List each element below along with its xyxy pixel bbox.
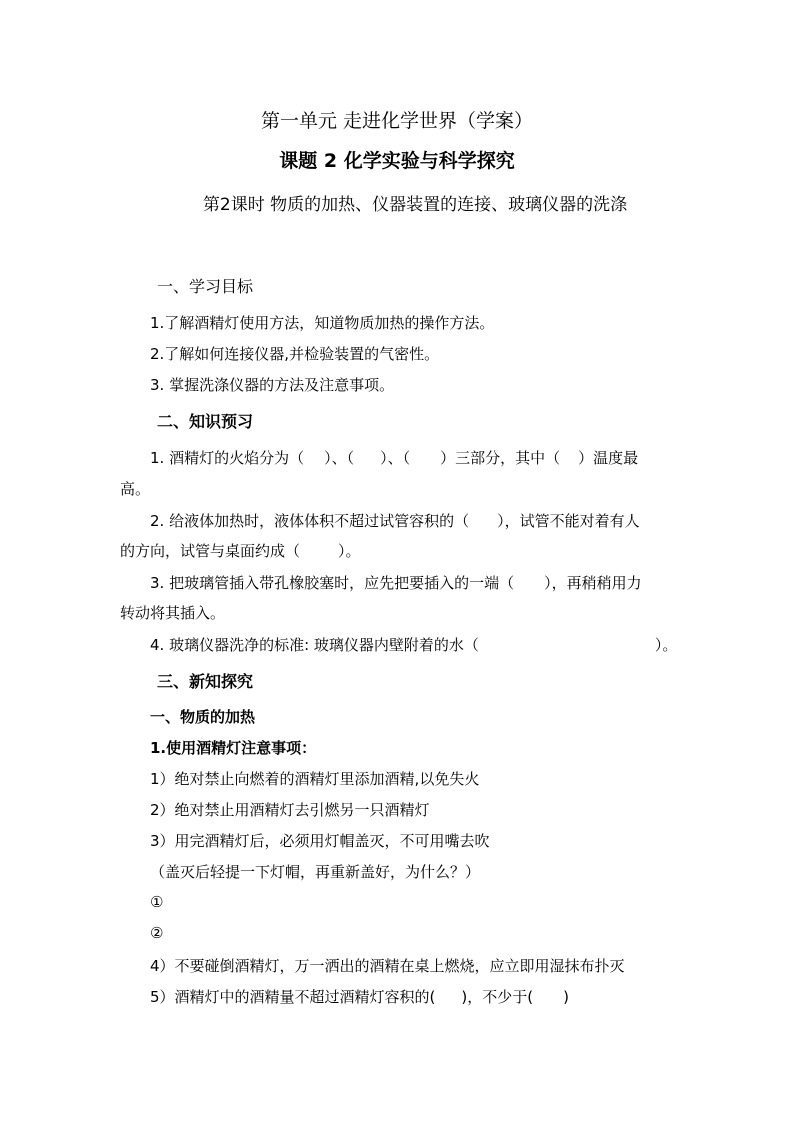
rule-item-1: 1）绝对禁止向燃着的酒精灯里添加酒精,以免失火 (150, 770, 480, 788)
rule-item-3-answer-2: ② (150, 924, 164, 942)
q1-part1: 1. 酒精灯的火焰分为（ (150, 449, 305, 467)
q2-part2: ），试管不能对着有人 (497, 512, 640, 530)
preview-question-3 (150, 572, 642, 593)
section2-heading: 二、知识预习 (157, 412, 254, 431)
lesson-title: 课题 2 化学实验与科学探究 (279, 150, 515, 172)
rule-item-3: 3）用完酒精灯后，必须用灯帽盖灭，不可用嘴去吹 (150, 832, 490, 850)
q4-part2: ）。 (654, 636, 678, 654)
preview-question-1-cont: 高。 (120, 480, 151, 498)
q2-cont-a: 的方向，试管与桌面约成（ (120, 542, 301, 560)
rule-item-5 (150, 986, 569, 1007)
q3-part2: ），再稍稍用力 (544, 574, 642, 592)
rule-item-3-note: （盖灭后轻提一下灯帽，再重新盖好，为什么？） (150, 863, 481, 881)
objective-item-3: 3. 掌握洗涤仪器的方法及注意事项。 (150, 376, 395, 394)
preview-question-2-cont (120, 540, 361, 561)
preview-question-3-cont: 转动将其插入。 (120, 604, 226, 622)
objective-item-2: 2.了解如何连接仪器,并检验装置的气密性。 (150, 345, 440, 363)
q1-part2: ）、（ (324, 449, 355, 467)
preview-question-2 (150, 510, 640, 531)
period-title: 第2课时 物质的加热、仪器装置的连接、玻璃仪器的洗涤 (202, 195, 628, 215)
preview-question-4 (150, 634, 677, 655)
q2-cont-b: ）。 (338, 542, 361, 560)
objective-item-1: 1.了解酒精灯使用方法，知道物质加热的操作方法。 (150, 314, 495, 332)
section3-heading: 三、新知探究 (157, 672, 254, 691)
rule5-part1: 5）酒精灯中的酒精量不超过酒精灯容积的( (150, 988, 436, 1006)
rule5-part2: )，不少于( (461, 988, 534, 1006)
q1-part3: ）、（ (380, 449, 411, 467)
q1-part4: ）三部分，其中（ (440, 449, 561, 467)
sub-heading-heating: 一、物质的加热 (150, 708, 256, 726)
q3-part1: 3. 把玻璃管插入带孔橡胶塞时，应先把要插入的一端（ (150, 574, 515, 592)
alcohol-lamp-notes-heading: 1.使用酒精灯注意事项： (150, 739, 317, 757)
q2-part1: 2. 给液体加热时，液体体积不超过试管容积的（ (150, 512, 470, 530)
q1-part5: ）温度最 (578, 449, 639, 467)
unit-title: 第一单元 走进化学世界（学案） (260, 110, 534, 132)
rule5-part3: ) (563, 988, 569, 1006)
rule-item-4: 4）不要碰倒酒精灯，万一洒出的酒精在桌上燃烧，应立即用湿抹布扑灭 (150, 957, 625, 975)
rule-item-3-answer-1: ① (150, 893, 164, 911)
section1-heading: 一、学习目标 (157, 277, 254, 296)
rule-item-2: 2）绝对禁止用酒精灯去引燃另一只酒精灯 (150, 801, 430, 819)
preview-question-1 (150, 447, 638, 468)
q4-part1: 4. 玻璃仪器洗净的标准: 玻璃仪器内壁附着的水（ (150, 636, 479, 654)
